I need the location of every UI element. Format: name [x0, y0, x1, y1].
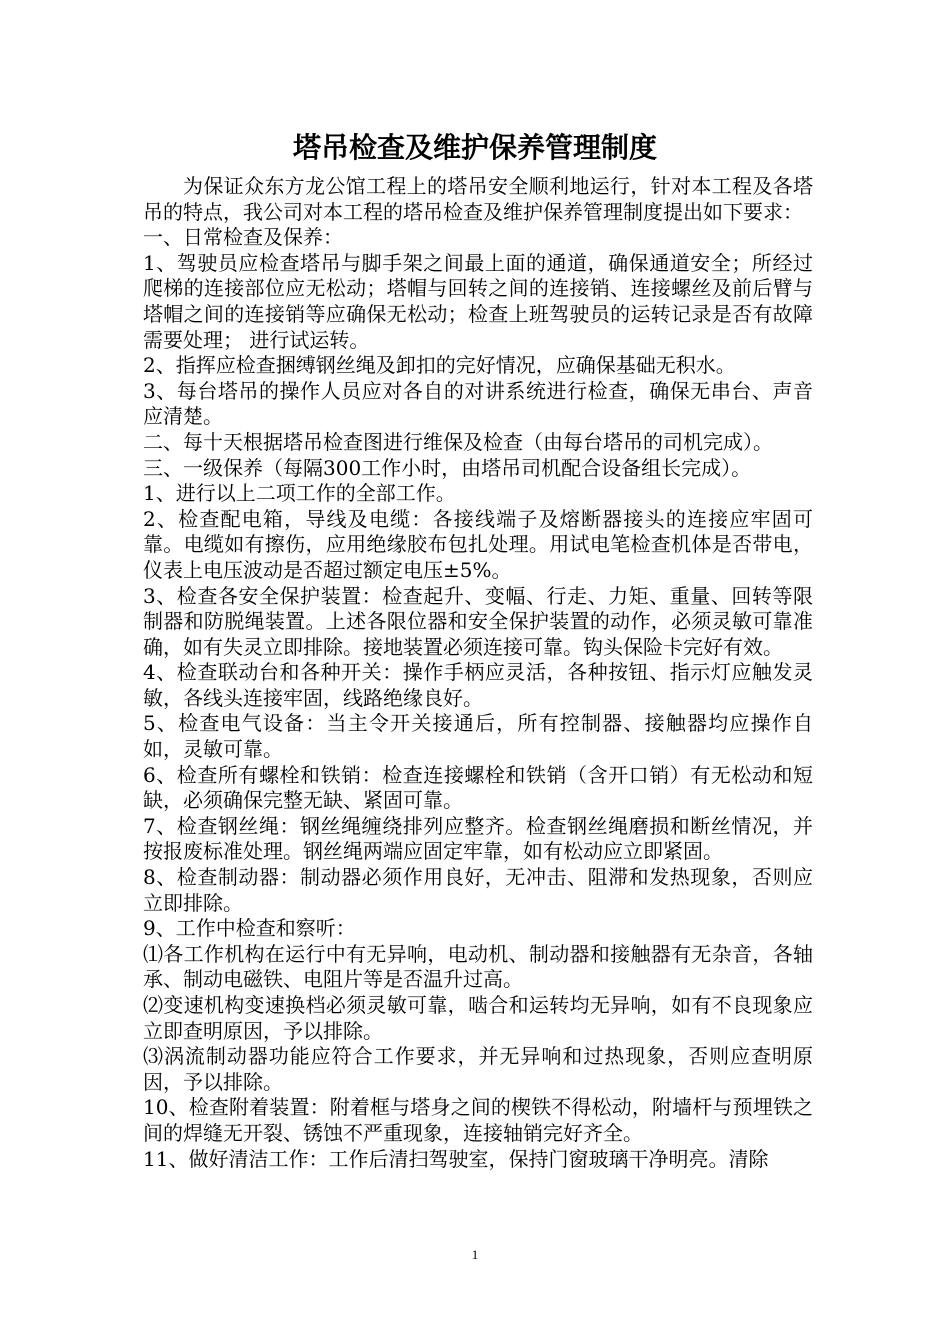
- paragraph: 1、驾驶员应检查塔吊与脚手架之间最上面的通道，确保通道安全；所经过爬梯的连接部位应无松动；塔帽与回转之间的连接销、连接螺丝及前后臂与塔帽之间的连接销等应确保无松动；检查上班驾驶员的运转记录是否有故障需要处理； 进行试运转。: [143, 250, 813, 352]
- paragraph: 5、检查电气设备：当主令开关接通后，所有控制器、接触器均应操作自如，灵敏可靠。: [143, 711, 813, 762]
- paragraph: 4、检查联动台和各种开关：操作手柄应灵活，各种按钮、指示灯应触发灵敏，各线头连接牢固，线路绝缘良好。: [143, 660, 813, 710]
- paragraph: 7、检查钢丝绳：钢丝绳缠绕排列应整齐。检查钢丝绳磨损和断丝情况，并按报废标准处理。钢丝绳两端应固定牢靠，如有松动应立即紧固。: [143, 813, 813, 864]
- document-body: [143, 174, 813, 1172]
- paragraph: 8、检查制动器：制动器必须作用良好，无冲击、阻滞和发热现象，否则应立即排除。: [143, 865, 813, 915]
- paragraph: 3、检查各安全保护装置：检查起升、变幅、行走、力矩、重量、回转等限制器和防脱绳装置。上述各限位器和安全保护装置的动作，必须灵敏可靠准确，如有失灵立即排除。接地装置必须连接可靠。钩头保险卡完好有效。: [143, 583, 813, 659]
- section-heading-ten-days: 二、每十天根据塔吊检查图进行维保及检查（由每台塔吊的司机完成）。: [143, 429, 773, 454]
- paragraph: 2、指挥应检查捆缚钢丝绳及卸扣的完好情况，应确保基础无积水。: [143, 353, 736, 378]
- paragraph: ⑵变速机构变速换档必须灵敏可靠，啮合和运转均无异响，如有不良现象应立即查明原因，予以排除。: [143, 993, 813, 1043]
- section-heading-level-one: 三、一级保养（每隔300工作小时，由塔吊司机配合设备组长完成）。: [143, 455, 752, 480]
- page-number: 1: [471, 1247, 479, 1262]
- paragraph: 3、每台塔吊的操作人员应对各自的对讲系统进行检查，确保无串台、声音应清楚。: [143, 378, 813, 429]
- paragraph: 10、检查附着装置：附着框与塔身之间的楔铁不得松动，附墙杆与预埋铁之间的焊缝无开裂、锈蚀不严重现象，连接轴销完好齐全。: [143, 1095, 813, 1145]
- paragraph: 1、进行以上二项工作的全部工作。: [143, 481, 456, 506]
- paragraph: ⑴各工作机构在运行中有无异响，电动机、制动器和接触器有无杂音，各轴承、制动电磁铁、电阻片等是否温升过高。: [143, 941, 813, 992]
- section-heading-daily: 一、日常检查及保养：: [143, 225, 343, 250]
- paragraph: ⑶涡流制动器功能应符合工作要求，并无异响和过热现象，否则应查明原因，予以排除。: [143, 1044, 813, 1094]
- paragraph: 6、检查所有螺栓和铁销：检查连接螺栓和铁销（含开口销）有无松动和短缺，必须确保完整无缺、紧固可靠。: [143, 762, 813, 813]
- intro-paragraph: 为保证众东方龙公馆工程上的塔吊安全顺利地运行，针对本工程及各塔吊的特点，我公司对本工程的塔吊检查及维护保养管理制度提出如下要求：: [143, 174, 813, 224]
- paragraph: 9、工作中检查和察听：: [143, 916, 356, 941]
- paragraph: 11、做好清洁工作：工作后清扫驾驶室，保持门窗玻璃干净明亮。清除: [143, 1146, 769, 1171]
- paragraph: 2、检查配电箱，导线及电缆：各接线端子及熔断器接头的连接应牢固可靠。电缆如有擦伤，应用绝缘胶布包扎处理。用试电笔检查机体是否带电，仪表上电压波动是否超过额定电压±5%。: [143, 506, 813, 582]
- document-title: 塔吊检查及维护保养管理制度: [292, 131, 657, 164]
